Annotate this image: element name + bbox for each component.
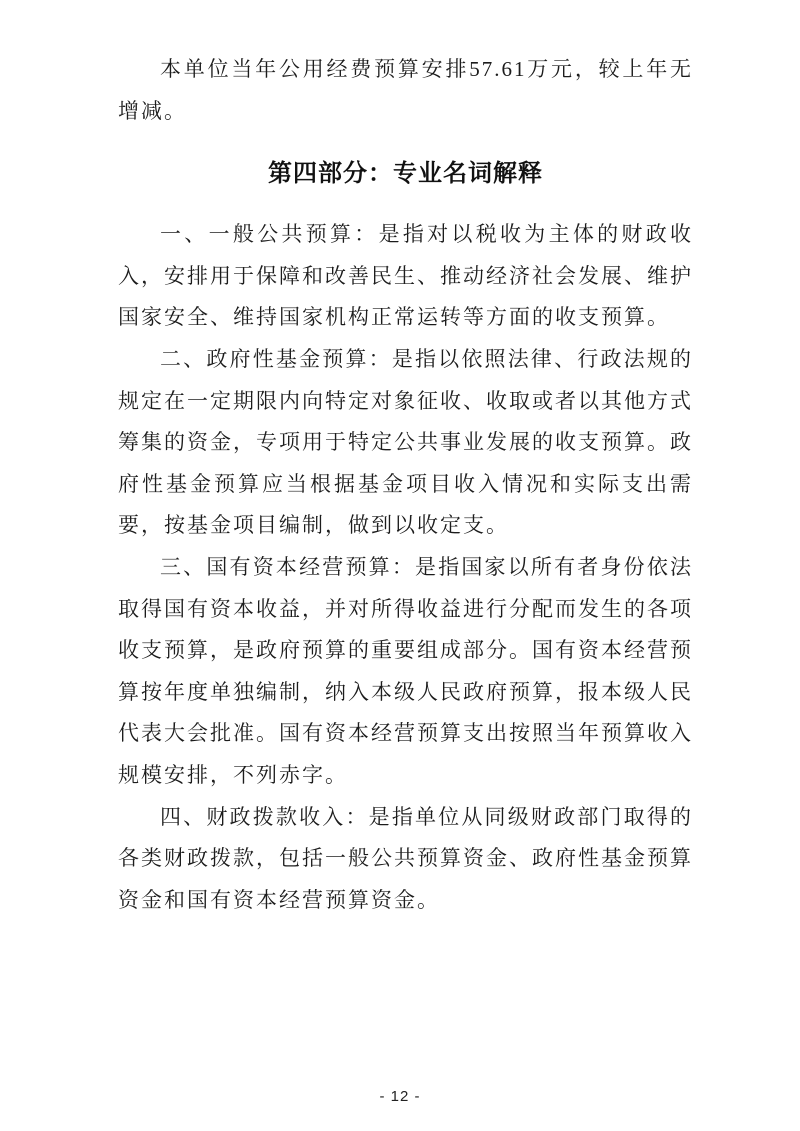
definition-paragraph-general-public-budget: 一、一般公共预算：是指对以税收为主体的财政收入，安排用于保障和改善民生、推动经济社会发展、维护国家安全、维持国家机构正常运转等方面的收支预算。 xyxy=(118,222,693,330)
definition-paragraph-fiscal-appropriation-income: 四、财政拨款收入：是指单位从同级财政部门取得的各类财政拨款，包括一般公共预算资金、政府性基金预算资金和国有资本经营预算资金。 xyxy=(118,804,693,912)
intro-paragraph: 本单位当年公用经费预算安排57.61万元，较上年无增减。 xyxy=(118,57,693,123)
page-number: - 12 - xyxy=(379,1088,421,1105)
definition-paragraph-government-fund-budget: 二、政府性基金预算：是指以依照法律、行政法规的规定在一定期限内向特定对象征收、收取或者以其他方式筹集的资金，专项用于特定公共事业发展的收支预算。政府性基金预算应当根据基金项目收入情况和实际支出需要，按基金项目编制，做到以收定支。 xyxy=(118,346,693,538)
section-heading: 第四部分：专业名词解释 xyxy=(268,160,543,188)
document-body xyxy=(118,49,693,921)
definitions-list xyxy=(118,214,693,921)
definition-paragraph-state-capital-budget: 三、国有资本经营预算：是指国家以所有者身份依法取得国有资本收益，并对所得收益进行分配而发生的各项收支预算，是政府预算的重要组成部分。国有资本经营预算按年度单独编制，纳入本级人民政府预算，报本级人民代表大会批准。国有资本经营预算支出按照当年预算收入规模安排，不列赤字。 xyxy=(118,554,693,787)
